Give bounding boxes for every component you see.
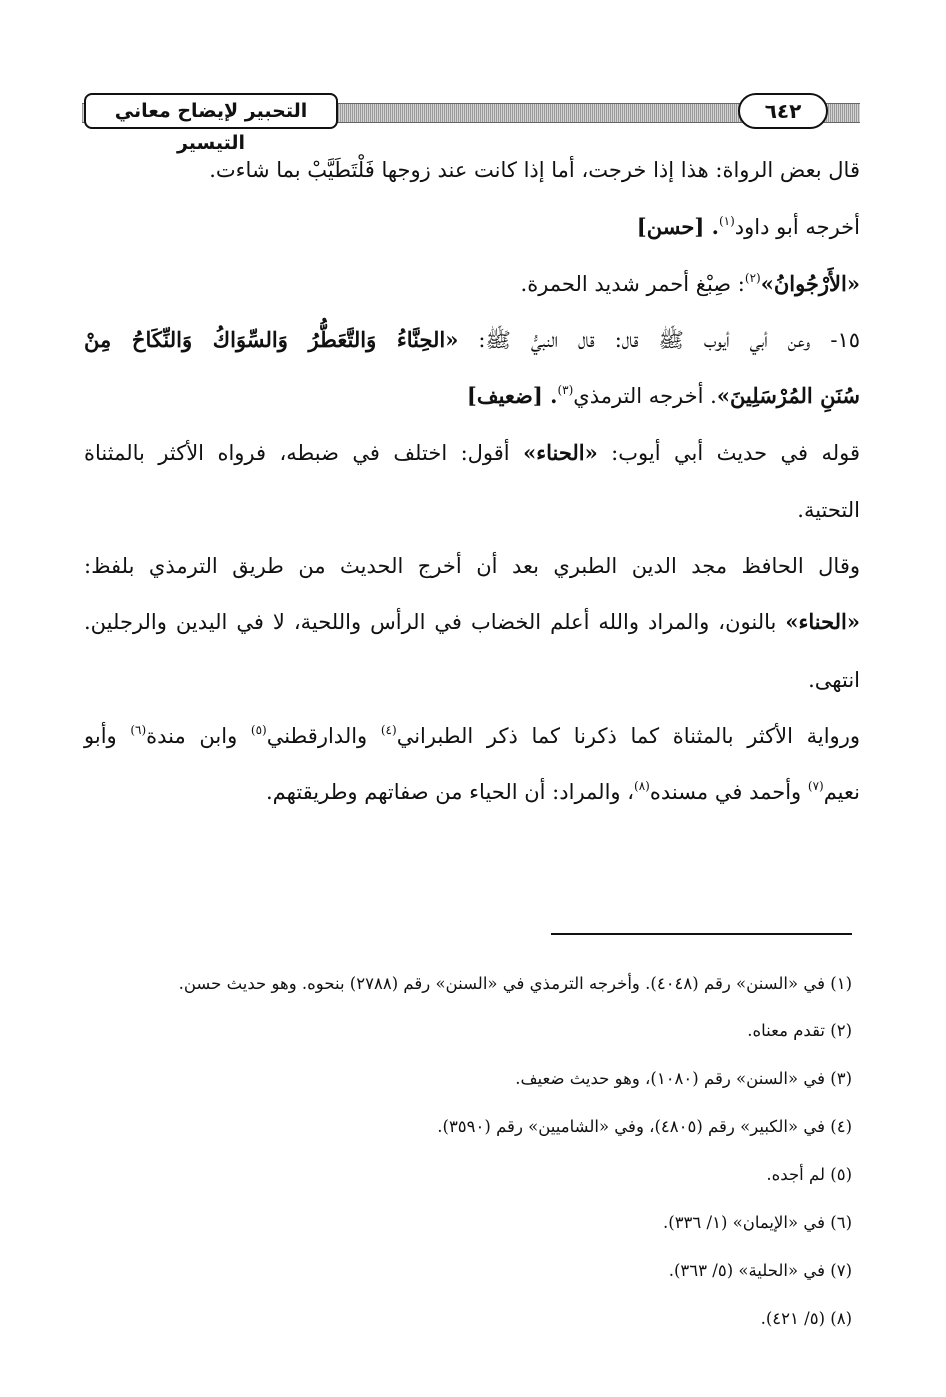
page-header bbox=[82, 85, 860, 154]
text-line-2: أخرجه أبو داود$^{(١)}$. [حسن] bbox=[636, 214, 860, 239]
footnote-ref-8[interactable]: (٨) bbox=[634, 779, 650, 793]
text-line-1: قال بعض الرواة: هذا إذا خرجت، أما إذا كانت عند زوجها فَلْتَطَيَّبْ بما شاءت. bbox=[209, 158, 860, 182]
book-title: التحبير لإيضاح معاني التيسير bbox=[84, 93, 338, 129]
text-line-8: وقال الحافظ مجد الدين الطبري بعد أن أخرج الحديث من طريق الترمذي بلفظ: bbox=[84, 554, 860, 578]
footnote-ref-3[interactable]: (٣) bbox=[557, 383, 574, 397]
hadith-grade: . [ضعيف] bbox=[466, 383, 558, 408]
defined-term: «الأَرْجُوانُ» bbox=[760, 271, 860, 296]
footnote-2: (٢) تقدم معناه. bbox=[747, 1021, 852, 1040]
text-line-11: ورواية الأكثر بالمثناة كما ذكرنا كما ذكر الطبراني$^{(٤)}$ والدارقطني$^{(٥)}$ وابن مندة$^{(٦)}$ وأبو bbox=[84, 723, 860, 748]
footnote-7: (٧) في «الحلية» (٥/ ٣٦٣). bbox=[668, 1261, 852, 1280]
text-line-4: ١٥- وعن أبي أيوب ﷺ قال: قال النبيُّ ﷺ: «الحِنَّاءُ وَالتَّعَطُّرُ وَالسِّوَاكُ وَالنِّكَاحُ مِنْ bbox=[84, 327, 860, 352]
footnote-ref-7[interactable]: (٧) bbox=[807, 779, 824, 793]
text-line-9: «الحناء» بالنون، والمراد والله أعلم الخضاب في الرأس واللحية، لا في اليدين والرجلين. bbox=[84, 609, 860, 634]
footnote-ref-2[interactable]: (٢) bbox=[744, 271, 761, 285]
hadith-text-end: سُنَنِ المُرْسَلِينَ» bbox=[716, 383, 860, 408]
footnote-3: (٣) في «السنن» رقم (١٠٨٠)، وهو حديث ضعيف. bbox=[515, 1069, 852, 1088]
text-line-6: قوله في حديث أبي أيوب: «الحناء» أقول: اختلف في ضبطه، فرواه الأكثر بالمثناة bbox=[84, 440, 860, 465]
footnote-1: (١) في «السنن» رقم (٤٠٤٨). وأخرجه الترمذي في «السنن» رقم (٢٧٨٨) بنحوه. وهو حديث حسن. bbox=[178, 974, 852, 993]
footnote-ref-5[interactable]: (٥) bbox=[250, 723, 267, 737]
page-number: ٦٤٢ bbox=[738, 93, 828, 129]
footnote-separator bbox=[551, 933, 852, 935]
footnote-8: (٨) (٥/ ٤٢١). bbox=[760, 1309, 852, 1328]
footnote-ref-1[interactable]: (١) bbox=[718, 214, 735, 228]
hadith-grade: . [حسن] bbox=[636, 214, 719, 239]
footnote-ref-6[interactable]: (٦) bbox=[130, 723, 147, 737]
text-line-3: «الأَرْجُوانُ»$^{(٢)}$: صِبْغ أحمر شديد الحمرة. bbox=[520, 271, 860, 296]
text-line-10: انتهى. bbox=[808, 668, 860, 692]
text-line-7: التحتية. bbox=[797, 498, 860, 522]
text-line-5: سُنَنِ المُرْسَلِينَ». أخرجه الترمذي$^{(٣)}$. [ضعيف] bbox=[466, 383, 860, 408]
footnote-ref-4[interactable]: (٤) bbox=[380, 723, 397, 737]
footnote-4: (٤) في «الكبير» رقم (٤٨٠٥)، وفي «الشاميين» رقم (٣٥٩٠). bbox=[437, 1117, 852, 1136]
footnote-5: (٥) لم أجده. bbox=[766, 1165, 852, 1184]
text-line-12: نعيم$^{(٧)}$ وأحمد في مسنده$^{(٨)}$، والمراد: أن الحياء من صفاتهم وطريقتهم. bbox=[265, 779, 860, 804]
footnote-6: (٦) في «الإيمان» (١/ ٣٣٦). bbox=[663, 1213, 852, 1232]
hadith-text: «الحِنَّاءُ وَالتَّعَطُّرُ وَالسِّوَاكُ وَالنِّكَاحُ مِنْ bbox=[84, 327, 459, 352]
